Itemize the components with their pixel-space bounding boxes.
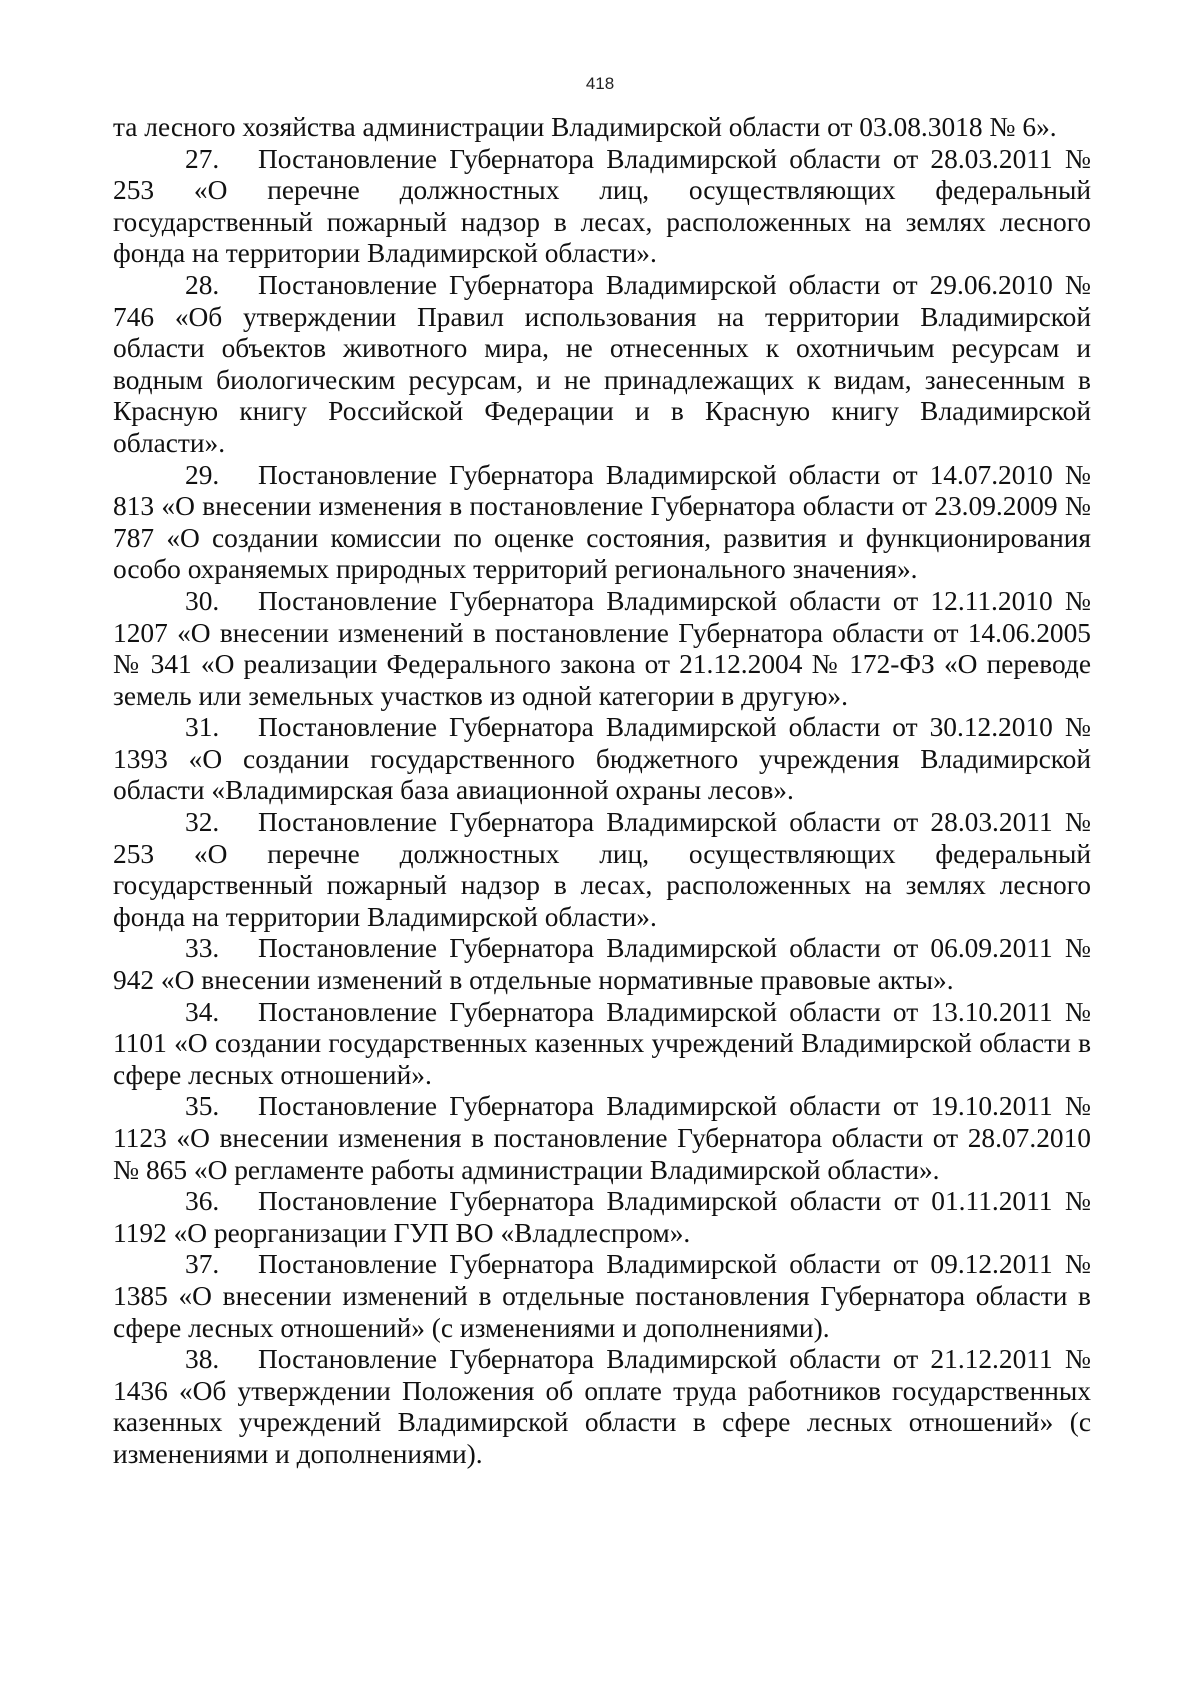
- item-number: 33.: [185, 933, 220, 964]
- item-text: Постановление Губернатора Владимирской области от 12.11.2010 № 1207 «О внесении изменений в постановление Губернатора области от 14.06.2005 № 341 «О реализации Федерального закона от 21.12.2004 № 172-ФЗ «О переводе земель или земельных участков из одной категории в другую».: [113, 585, 1091, 711]
- item-text: Постановление Губернатора Владимирской области от 13.10.2011 № 1101 «О создании государственных казенных учреждений Владимирской области в сфере лесных отношений».: [113, 996, 1091, 1090]
- item-number: 34.: [185, 996, 220, 1027]
- list-item: [113, 144, 1091, 270]
- item-text: Постановление Губернатора Владимирской области от 14.07.2010 № 813 «О внесении изменения в постановление Губернатора области от 23.09.2009 № 787 «О создании комиссии по оценке состояния, развития и функционирования особо охраняемых природных территорий регионального значения».: [113, 459, 1091, 585]
- list-item: [113, 1091, 1091, 1186]
- list-item: [113, 460, 1091, 586]
- item-number: 32.: [185, 807, 220, 838]
- item-number: 29.: [185, 459, 220, 490]
- list-item: [113, 1249, 1091, 1344]
- list-item: [113, 1186, 1091, 1249]
- list-item: [113, 933, 1091, 996]
- page-number: 418: [585, 74, 615, 93]
- continuation-paragraph: та лесного хозяйства администрации Владимирской области от 03.08.3018 № 6».: [113, 112, 1057, 142]
- item-text: Постановление Губернатора Владимирской области от 29.06.2010 № 746 «Об утверждении Правил использования на территории Владимирской области объектов животного мира, не отнесенных к охотничьим ресурсам и водным биологическим ресурсам, и не принадлежащих к видам, занесенным в Красную книгу Российской Федерации и в Красную книгу Владимирской области».: [113, 269, 1091, 458]
- item-number: 28.: [185, 269, 220, 300]
- list-item: [113, 807, 1091, 933]
- list-item: [113, 712, 1091, 807]
- list-item: [113, 997, 1091, 1092]
- item-text: Постановление Губернатора Владимирской области от 09.12.2011 № 1385 «О внесении изменений в отдельные постановления Губернатора области в сфере лесных отношений» (с изменениями и дополнениями).: [113, 1249, 1091, 1343]
- item-number: 30.: [185, 585, 220, 616]
- item-text: Постановление Губернатора Владимирской области от 21.12.2011 № 1436 «Об утверждении Положения об оплате труда работников государственных казенных учреждений Владимирской области в сфере лесных отношений» (с изменениями и дополнениями).: [113, 1344, 1091, 1469]
- item-text: Постановление Губернатора Владимирской области от 19.10.2011 № 1123 «О внесении изменения в постановление Губернатора области от 28.07.2010 № 865 «О регламенте работы администрации Владимирской области».: [113, 1091, 1091, 1185]
- item-number: 35.: [185, 1091, 220, 1122]
- item-text: Постановление Губернатора Владимирской области от 30.12.2010 № 1393 «О создании государственного бюджетного учреждения Владимирской области «Владимирская база авиационной охраны лесов».: [113, 712, 1091, 806]
- list-item: [113, 270, 1091, 460]
- item-number: 27.: [185, 143, 220, 174]
- item-number: 31.: [185, 712, 220, 743]
- item-text: Постановление Губернатора Владимирской области от 28.03.2011 № 253 «О перечне должностных лиц, осуществляющих федеральный государственный пожарный надзор в лесах, расположенных на землях лесного фонда на территории Владимирской области».: [113, 807, 1091, 932]
- list-item: [113, 1344, 1091, 1470]
- item-text: Постановление Губернатора Владимирской области от 28.03.2011 № 253 «О перечне должностных лиц, осуществляющих федеральный государственный пожарный надзор в лесах, расположенных на землях лесного фонда на территории Владимирской области».: [113, 143, 1091, 269]
- list-item: [113, 586, 1091, 712]
- item-number: 37.: [185, 1249, 220, 1280]
- document-body: [113, 112, 1091, 1471]
- item-text: Постановление Губернатора Владимирской области от 06.09.2011 № 942 «О внесении изменений в отдельные нормативные правовые акты».: [113, 933, 1091, 996]
- item-text: Постановление Губернатора Владимирской области от 01.11.2011 № 1192 «О реорганизации ГУП ВО «Владлеспром».: [113, 1186, 1091, 1248]
- item-number: 36.: [185, 1186, 220, 1217]
- item-number: 38.: [185, 1344, 220, 1375]
